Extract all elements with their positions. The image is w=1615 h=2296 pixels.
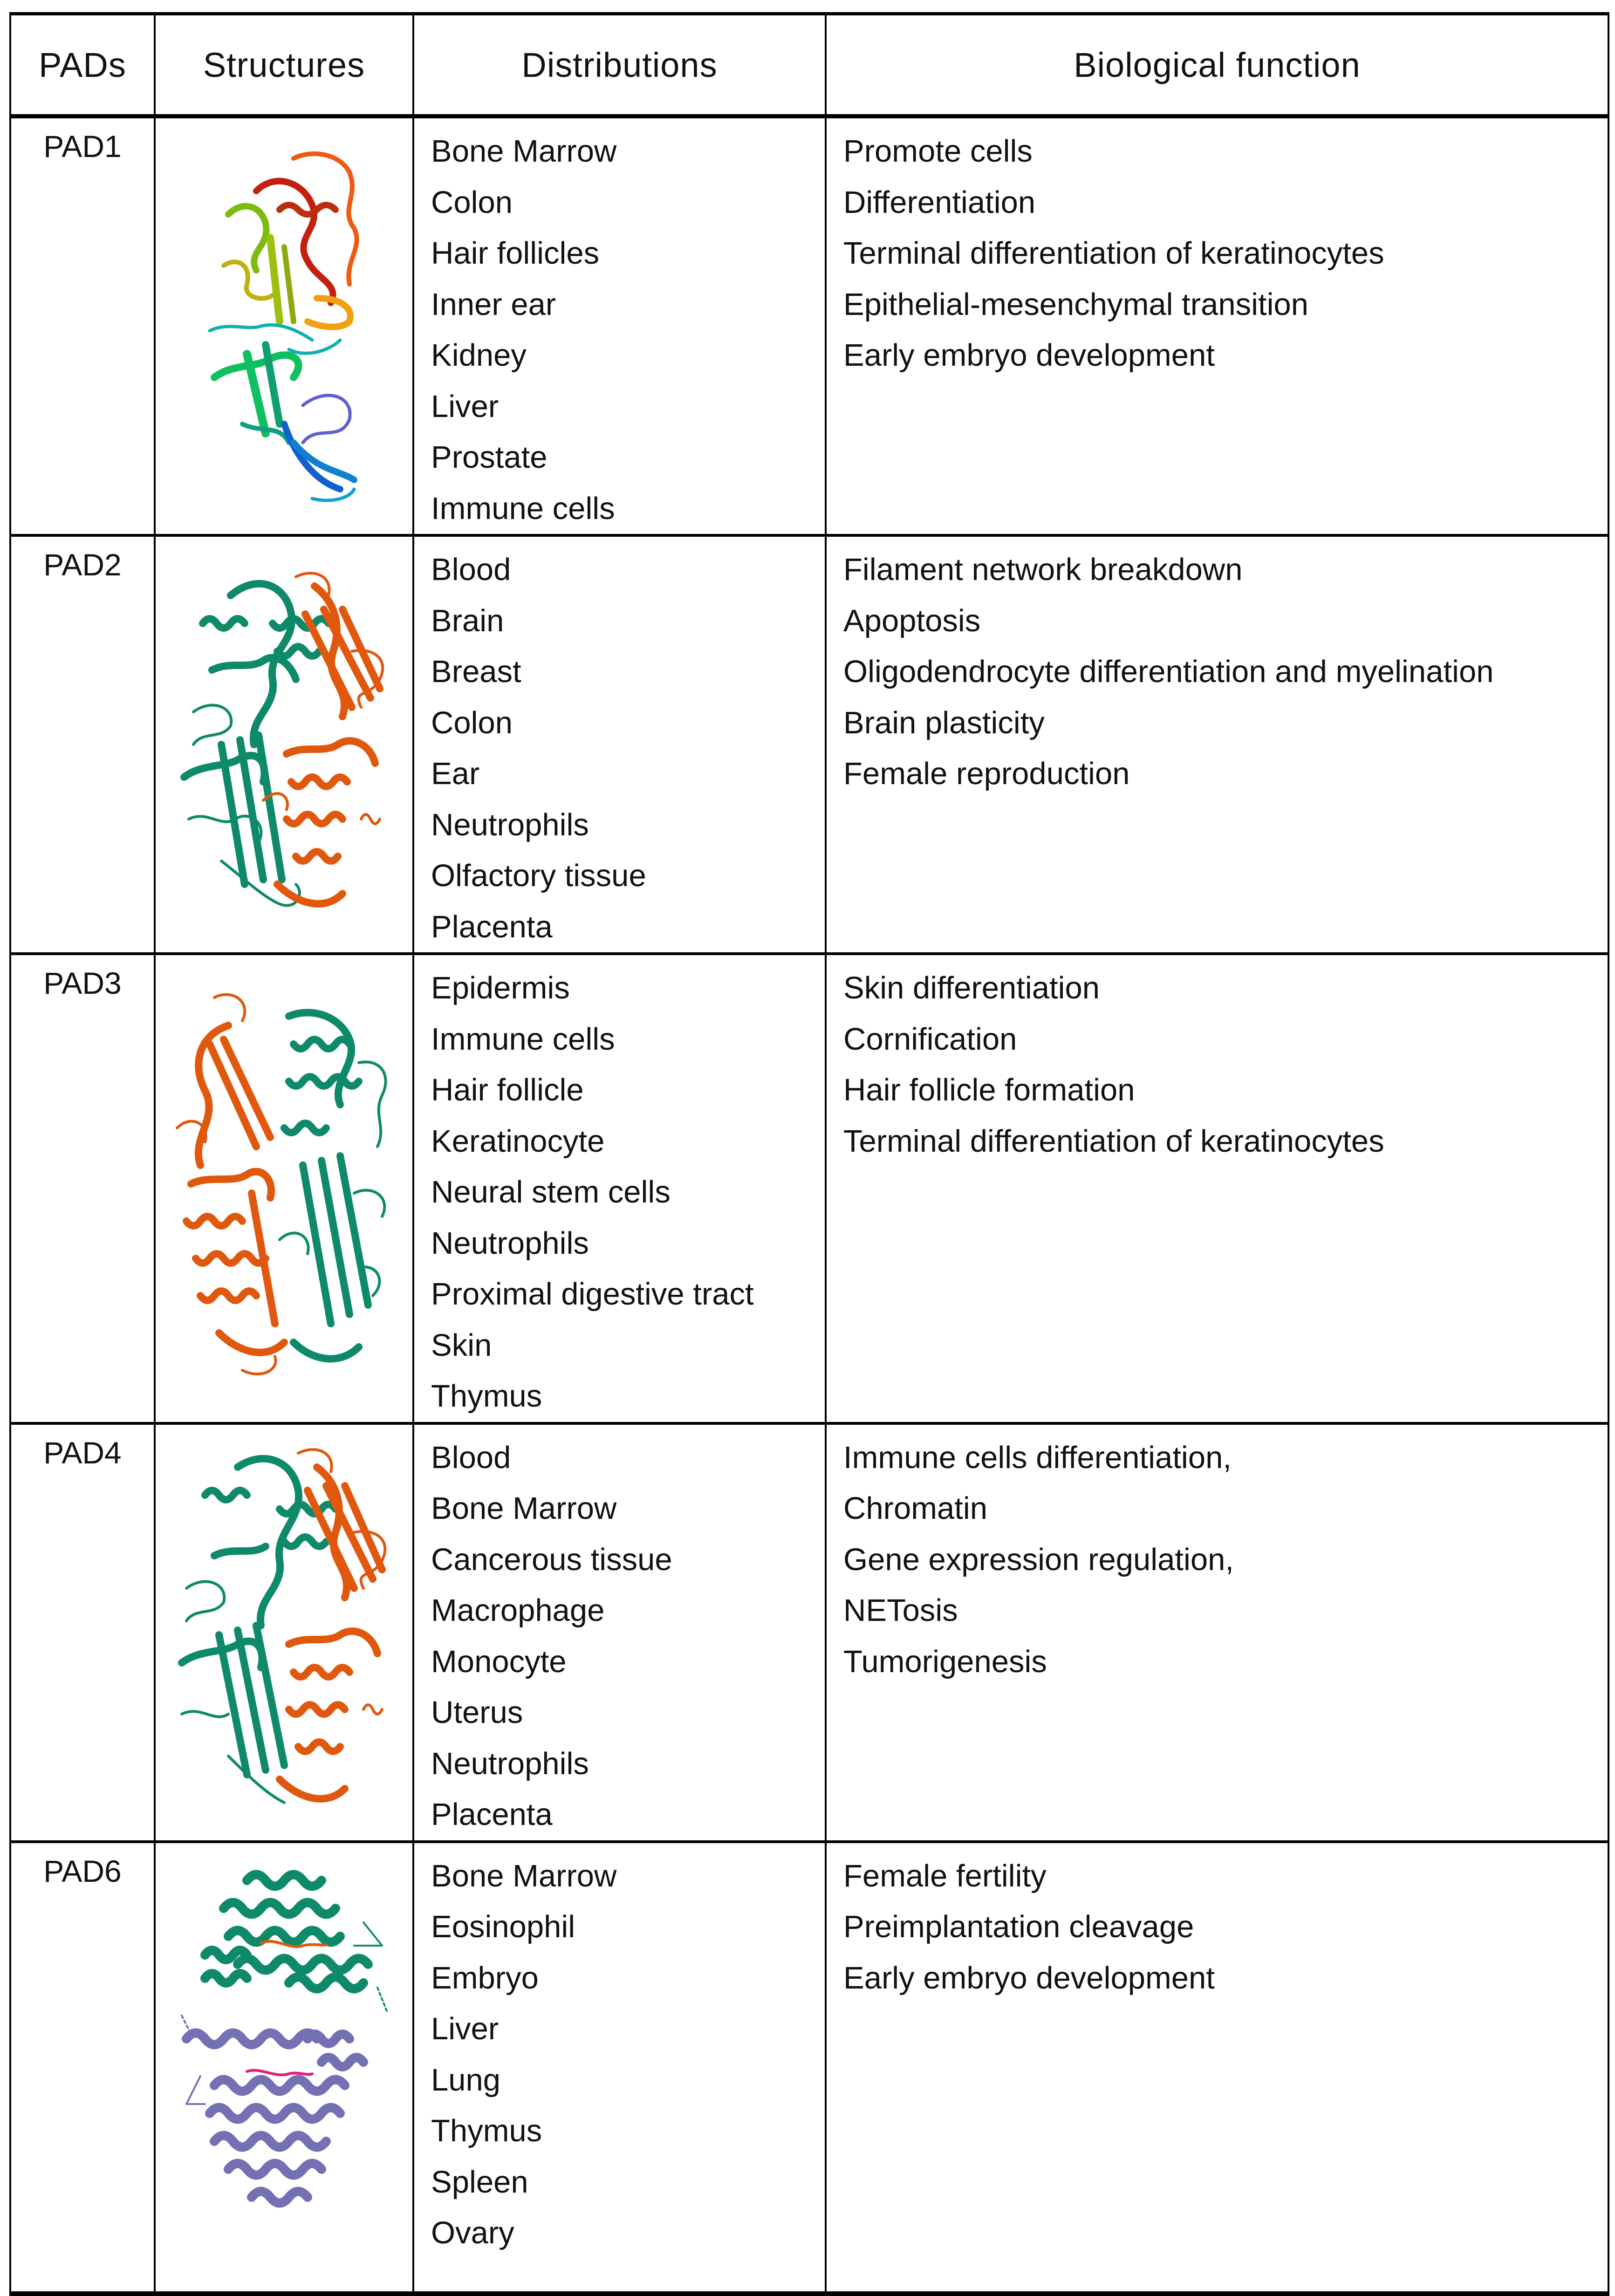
distribution-item: Blood: [431, 552, 511, 587]
function-item: Cornification: [843, 1021, 1017, 1057]
distribution-item: Liver: [431, 389, 499, 424]
header-structures: Structures: [155, 14, 413, 116]
pad-name: PAD4: [10, 1423, 155, 1842]
distribution-item: Olfactory tissue: [431, 858, 646, 893]
distribution-item: Thymus: [431, 1379, 542, 1414]
functions-list: [827, 118, 1608, 381]
structure-cell: [155, 1842, 413, 2294]
function-item: Immune cells differentiation,: [843, 1440, 1232, 1475]
function-item: Preimplantation cleavage: [843, 1909, 1194, 1944]
distribution-item: Hair follicles: [431, 236, 600, 271]
structure-cell: [155, 116, 413, 536]
functions-list: [827, 537, 1608, 800]
protein-structure-dimer-icon: [175, 558, 394, 931]
function-item: Brain plasticity: [843, 705, 1045, 740]
function-item: Skin differentiation: [843, 970, 1100, 1005]
distribution-item: Epidermis: [431, 970, 570, 1005]
function-item: Differentiation: [843, 184, 1036, 220]
function-item: Oligodendrocyte differentiation and myelination: [843, 654, 1494, 689]
distribution-item: Immune cells: [431, 1021, 615, 1057]
distribution-item: Skin: [431, 1327, 492, 1363]
distribution-item: Kidney: [431, 338, 527, 373]
distribution-item: Lung: [431, 2062, 501, 2098]
distribution-item: Inner ear: [431, 287, 556, 322]
function-item: Hair follicle formation: [843, 1073, 1135, 1107]
functions-list: [827, 1425, 1608, 1688]
distributions-list: [414, 118, 825, 534]
protein-structure-helical-dimer-icon: [168, 1862, 401, 2216]
distribution-item: Thymus: [431, 2113, 542, 2148]
biological-function-cell: [826, 954, 1608, 1423]
distribution-item: Ovary: [431, 2215, 514, 2250]
pad-table-container: [9, 12, 1608, 2296]
structure-cell: [155, 535, 413, 954]
pad-name: PAD2: [10, 535, 155, 954]
structure-cell: [155, 1423, 413, 1842]
distribution-item: Neural stem cells: [431, 1175, 671, 1210]
distribution-item: Spleen: [431, 2164, 528, 2200]
distribution-item: Cancerous tissue: [431, 1542, 672, 1577]
distribution-item: Immune cells: [431, 491, 615, 526]
distributions-cell: [413, 1423, 826, 1842]
pad-name: PAD3: [10, 954, 155, 1423]
distribution-item: Breast: [431, 654, 521, 689]
distribution-item: Neutrophils: [431, 807, 589, 842]
distribution-item: Neutrophils: [431, 1746, 589, 1781]
function-item: Chromatin: [843, 1491, 988, 1526]
pad-name: PAD6: [10, 1842, 155, 2294]
distribution-item: Keratinocyte: [431, 1123, 605, 1159]
protein-structure-dimer-icon: [172, 988, 396, 1389]
distribution-item: Placenta: [431, 1797, 553, 1832]
distributions-cell: [413, 535, 826, 954]
distribution-item: Bone Marrow: [431, 1858, 617, 1893]
distribution-item: Blood: [431, 1440, 511, 1475]
function-item: Filament network breakdown: [843, 552, 1243, 587]
distributions-cell: [413, 954, 826, 1423]
biological-function-cell: [826, 535, 1608, 954]
header-biological-function: Biological function: [826, 14, 1608, 116]
distribution-item: Hair follicle: [431, 1073, 584, 1107]
distributions-list: [414, 537, 825, 952]
distribution-item: Colon: [431, 184, 513, 220]
distribution-item: Proximal digestive tract: [431, 1277, 754, 1312]
distributions-list: [414, 1425, 825, 1840]
distribution-item: Prostate: [431, 440, 547, 475]
function-item: Early embryo development: [843, 1960, 1215, 1995]
distribution-item: Brain: [431, 603, 504, 638]
function-item: Apoptosis: [843, 603, 981, 638]
function-item: NETosis: [843, 1593, 958, 1628]
table-row-pad1: [10, 116, 1608, 536]
distribution-item: Liver: [431, 2011, 499, 2046]
biological-function-cell: [826, 1423, 1608, 1842]
table-row-pad6: [10, 1842, 1608, 2294]
function-item: Promote cells: [843, 134, 1033, 169]
function-item: Female fertility: [843, 1858, 1047, 1893]
distribution-item: Neutrophils: [431, 1225, 589, 1261]
pad-table: [9, 12, 1609, 2296]
table-row-pad3: [10, 954, 1608, 1423]
distributions-list: [414, 955, 825, 1422]
function-item: Terminal differentiation of keratinocytes: [843, 236, 1384, 271]
function-item: Epithelial-mesenchymal transition: [843, 287, 1308, 322]
distribution-item: Bone Marrow: [431, 134, 617, 169]
header-distributions: Distributions: [413, 14, 826, 116]
table-header-row: [10, 14, 1608, 116]
table-row-pad4: [10, 1423, 1608, 1842]
pad-name: PAD1: [10, 116, 155, 536]
distribution-item: Embryo: [431, 1960, 539, 1995]
distributions-cell: [413, 116, 826, 536]
functions-list: [827, 1843, 1608, 2004]
protein-structure-dimer-icon: [172, 1439, 396, 1826]
distribution-item: Placenta: [431, 909, 553, 944]
distribution-item: Colon: [431, 705, 513, 740]
distribution-item: Macrophage: [431, 1593, 605, 1628]
distribution-item: Eosinophil: [431, 1909, 575, 1944]
function-item: Gene expression regulation,: [843, 1542, 1234, 1577]
distribution-item: Bone Marrow: [431, 1491, 617, 1526]
distribution-item: Ear: [431, 756, 480, 791]
distribution-item: Uterus: [431, 1695, 523, 1730]
structure-cell: [155, 954, 413, 1423]
function-item: Female reproduction: [843, 756, 1130, 791]
distribution-item: Monocyte: [431, 1644, 567, 1679]
header-pads: PADs: [10, 14, 155, 116]
protein-structure-rainbow-icon: [200, 144, 368, 508]
distributions-cell: [413, 1842, 826, 2294]
function-item: Early embryo development: [843, 338, 1215, 373]
function-item: Tumorigenesis: [843, 1644, 1047, 1679]
biological-function-cell: [826, 1842, 1608, 2294]
function-item: Terminal differentiation of keratinocytes: [843, 1123, 1384, 1159]
distributions-list: [414, 1843, 825, 2259]
table-row-pad2: [10, 535, 1608, 954]
biological-function-cell: [826, 116, 1608, 536]
functions-list: [827, 955, 1608, 1167]
